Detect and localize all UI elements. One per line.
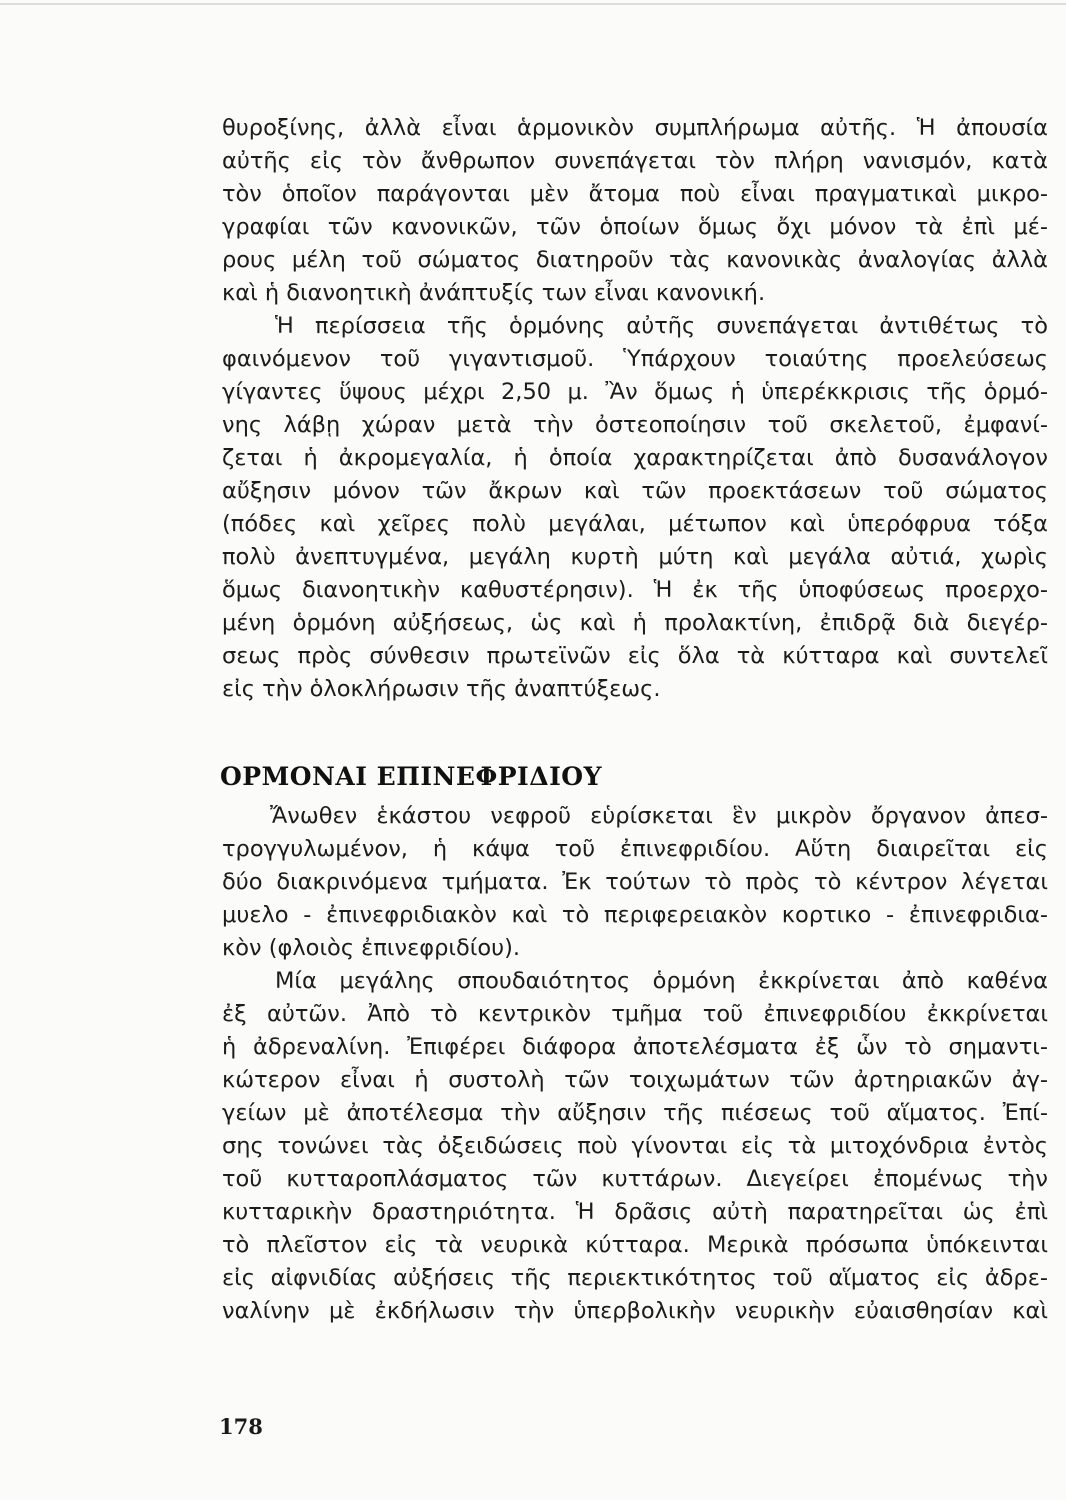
text-block-pituitary [222, 112, 1048, 706]
text-line: φαινόμενον τοῦ γιγαντισμοῦ. Ὑπάρχουν τοιαύτης προελεύσεως [222, 346, 1048, 372]
text-line: ἐξ αὐτῶν. Ἀπὸ τὸ κεντρικὸν τμῆμα τοῦ ἐπινεφριδίου ἐκκρίνεται [222, 1001, 1048, 1027]
text-line: εἰς αἰφνιδίας αὐξήσεις τῆς περιεκτικότητος τοῦ αἵματος εἰς ἀδρε- [222, 1265, 1048, 1291]
text-line: μυελο - ἐπινεφριδιακὸν καὶ τὸ περιφερειακὸν κορτικο - ἐπινεφριδια- [222, 902, 1048, 928]
text-line: πολὺ ἀνεπτυγμένα, μεγάλη κυρτὴ μύτη καὶ μεγάλα αὐτιά, χωρὶς [222, 544, 1048, 570]
text-line: ναλίνην μὲ ἐκδήλωσιν τὴν ὑπερβολικὴν νευρικὴν εὐαισθησίαν καὶ [222, 1298, 1048, 1324]
text-line: τὸν ὁποῖον παράγονται μὲν ἄτομα ποὺ εἶναι πραγματικαὶ μικρο- [222, 181, 1048, 207]
text-block-adrenal [222, 800, 1048, 1328]
text-line: δύο διακρινόμενα τμήματα. Ἐκ τούτων τὸ πρὸς τὸ κέντρον λέγεται [222, 869, 1048, 895]
section-heading: ΟΡΜΟΝΑΙ ΕΠΙΝΕΦΡΙΔΙΟΥ [220, 762, 602, 791]
top-edge-line [0, 3, 1066, 5]
text-line: κὸν (φλοιὸς ἐπινεφριδίου). [222, 935, 521, 961]
text-line: γραφίαι τῶν κανονικῶν, τῶν ὁποίων ὅμως ὄχι μόνον τὰ ἐπὶ μέ- [222, 214, 1048, 240]
text-line: τρογγυλωμένον, ἡ κάψα τοῦ ἐπινεφριδίου. Αὕτη διαιρεῖται εἰς [222, 836, 1048, 862]
text-line: τοῦ κυτταροπλάσματος τῶν κυττάρων. Διεγείρει ἐπομένως τὴν [222, 1166, 1048, 1192]
text-line: νης λάβῃ χώραν μετὰ τὴν ὀστεοποίησιν τοῦ σκελετοῦ, ἐμφανί- [222, 412, 1048, 438]
text-line: αὐτῆς εἰς τὸν ἄνθρωπον συνεπάγεται τὸν πλήρη νανισμόν, κατὰ [222, 148, 1048, 174]
text-line: ὅμως διανοητικὴν καθυστέρησιν). Ἡ ἐκ τῆς ὑποφύσεως προερχο- [222, 577, 1048, 603]
text-line: σης τονώνει τὰς ὀξειδώσεις ποὺ γίνονται εἰς τὰ μιτοχόνδρια ἐντὸς [222, 1133, 1048, 1159]
text-line: τὸ πλεῖστον εἰς τὰ νευρικὰ κύτταρα. Μερικὰ πρόσωπα ὑπόκεινται [222, 1232, 1048, 1258]
paragraph-start-line: Ἄνωθεν ἑκάστου νεφροῦ εὑρίσκεται ἓν μικρὸν ὄργανον ἀπεσ- [270, 803, 1048, 829]
text-line: γείων μὲ ἀποτέλεσμα τὴν αὔξησιν τῆς πιέσεως τοῦ αἵματος. Ἐπί- [222, 1100, 1048, 1126]
text-line: μένη ὁρμόνη αὐξήσεως, ὡς καὶ ἡ προλακτίνη, ἐπιδρᾷ διὰ διεγέρ- [222, 610, 1048, 636]
text-line: γίγαντες ὕψους μέχρι 2,50 μ. Ἂν ὅμως ἡ ὑπερέκκρισις τῆς ὁρμό- [222, 379, 1048, 405]
text-line: ἡ ἀδρεναλίνη. Ἐπιφέρει διάφορα ἀποτελέσματα ἐξ ὧν τὸ σημαντι- [222, 1034, 1048, 1060]
paragraph-start-line: Μία μεγάλης σπουδαιότητος ὁρμόνη ἐκκρίνεται ἀπὸ καθένα [275, 968, 1048, 994]
text-line: σεως πρὸς σύνθεσιν πρωτεϊνῶν εἰς ὅλα τὰ κύτταρα καὶ συντελεῖ [222, 643, 1048, 669]
text-line: (πόδες καὶ χεῖρες πολὺ μεγάλαι, μέτωπον καὶ ὑπερόφρυα τόξα [222, 511, 1048, 537]
text-line: ζεται ἡ ἀκρομεγαλία, ἡ ὁποία χαρακτηρίζεται ἀπὸ δυσανάλογον [222, 445, 1048, 471]
text-line: θυροξίνης, ἀλλὰ εἶναι ἁρμονικὸν συμπλήρωμα αὐτῆς. Ἡ ἀπουσία [222, 115, 1048, 141]
page-number: 178 [219, 1414, 263, 1439]
text-line: κώτερον εἶναι ἡ συστολὴ τῶν τοιχωμάτων τῶν ἀρτηριακῶν ἀγ- [222, 1067, 1048, 1093]
text-line: εἰς τὴν ὁλοκλήρωσιν τῆς ἀναπτύξεως. [222, 676, 661, 702]
text-line: καὶ ἡ διανοητικὴ ἀνάπτυξίς των εἶναι κανονική. [222, 280, 766, 306]
paragraph-start-line: Ἡ περίσσεια τῆς ὁρμόνης αὐτῆς συνεπάγεται ἀντιθέτως τὸ [275, 313, 1048, 339]
text-line: αὔξησιν μόνον τῶν ἄκρων καὶ τῶν προεκτάσεων τοῦ σώματος [222, 478, 1048, 504]
text-line: ρους μέλη τοῦ σώματος διατηροῦν τὰς κανονικὰς ἀναλογίας ἀλλὰ [222, 247, 1048, 273]
text-line: κυτταρικὴν δραστηριότητα. Ἡ δρᾶσις αὐτὴ παρατηρεῖται ὡς ἐπὶ [222, 1199, 1048, 1225]
